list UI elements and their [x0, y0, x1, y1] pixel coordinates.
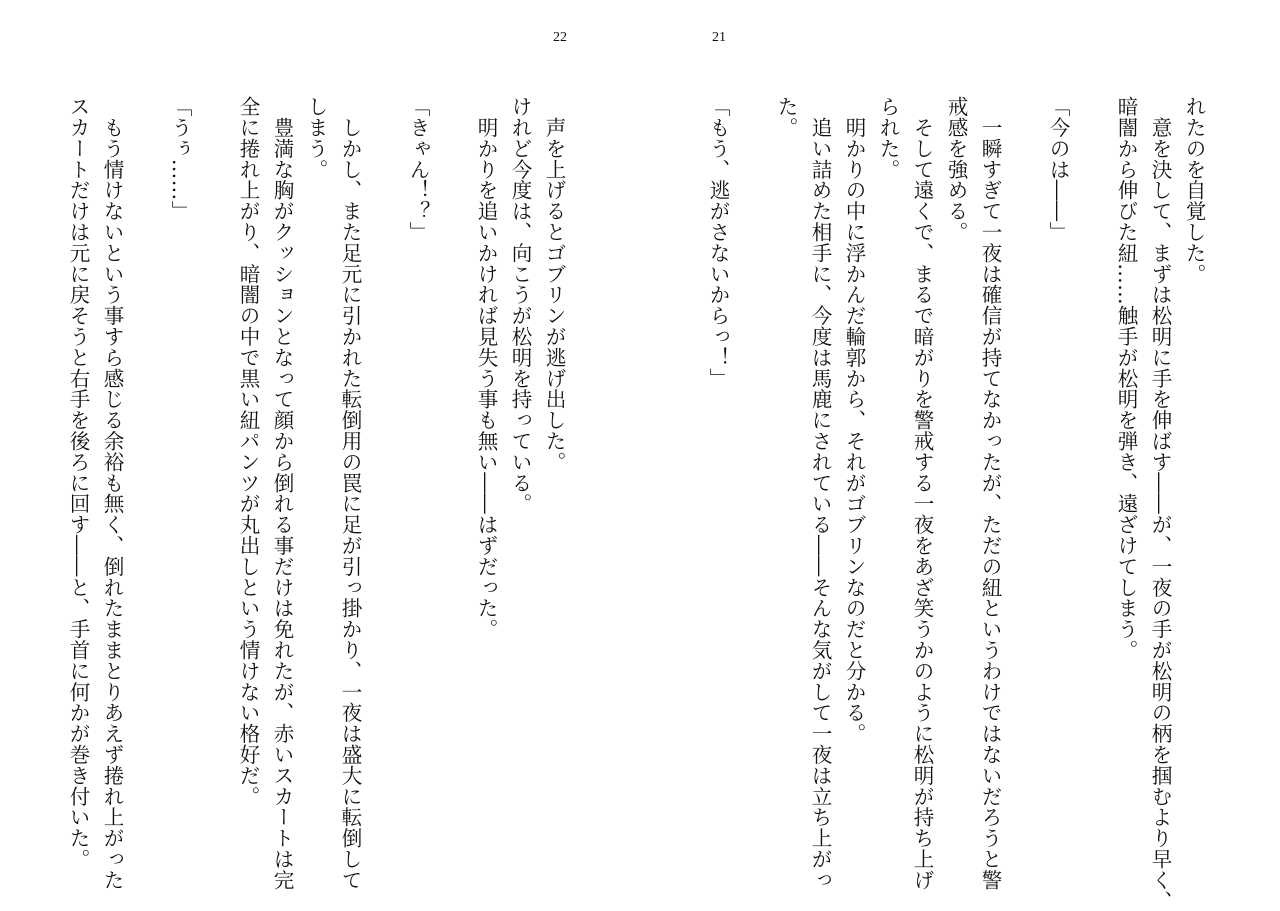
text-line: そして遠くで、まるで暗がりを警戒する一夜をあざ笑うかのように松明が持ち上げ — [910, 96, 934, 891]
dialogue-line: 「もう、逃がさないからっ！」 — [706, 96, 730, 389]
text-line: スカートだけは元に戻そうと右手を後ろに回す――と、手首に何かが巻き付いた。 — [66, 96, 90, 870]
text-line: けれど今度は、向こうが松明を持っている。 — [508, 96, 532, 514]
text-line: 豊満な胸がクッションとなって顔から倒れる事だけは免れたが、赤いスカートは完 — [270, 96, 294, 891]
page-number-right: 21 — [712, 30, 726, 45]
text-line: 明かりを追いかければ見失う事も無い――はずだった。 — [474, 96, 498, 640]
text-line: 暗闇から伸びた紐……触手が松明を弾き、遠ざけてしまう。 — [1114, 96, 1138, 661]
dialogue-line: 「きゃん！？」 — [406, 96, 430, 243]
text-line: 声を上げるとゴブリンが逃げ出した。 — [542, 96, 566, 473]
text-line: しまう。 — [304, 96, 328, 180]
text-line: た。 — [774, 96, 798, 138]
text-line: 明かりの中に浮かんだ輪郭から、それがゴブリンなのだと分かる。 — [842, 96, 866, 744]
text-line: 意を決して、まずは松明に手を伸ばす――が、一夜の手が松明の柄を掴むより早く、 — [1148, 96, 1172, 911]
text-line: 全に捲れ上がり、暗闇の中で黒い紐パンツが丸出しという情けない格好だ。 — [236, 96, 260, 807]
dialogue-line: 「今のは――」 — [1046, 96, 1070, 243]
text-line: 追い詰めた相手に、今度は馬鹿にされている――そんな気がして一夜は立ち上がっ — [808, 96, 832, 891]
text-line: れたのを自覚した。 — [1182, 96, 1206, 285]
text-line: しかし、また足元に引かれた転倒用の罠に足が引っ掛かり、一夜は盛大に転倒して — [338, 96, 362, 891]
text-line: られた。 — [876, 96, 900, 180]
page-number-left: 22 — [553, 30, 567, 45]
text-line: もう情けないという事すら感じる余裕も無く、倒れたままとりあえず捲れ上がった — [100, 96, 124, 891]
dialogue-line: 「うぅ……」 — [168, 96, 192, 222]
text-line: 戒感を強める。 — [944, 96, 968, 243]
text-line: 一瞬すぎて一夜は確信が持てなかったが、ただの紐というわけではないだろうと警 — [978, 96, 1002, 891]
